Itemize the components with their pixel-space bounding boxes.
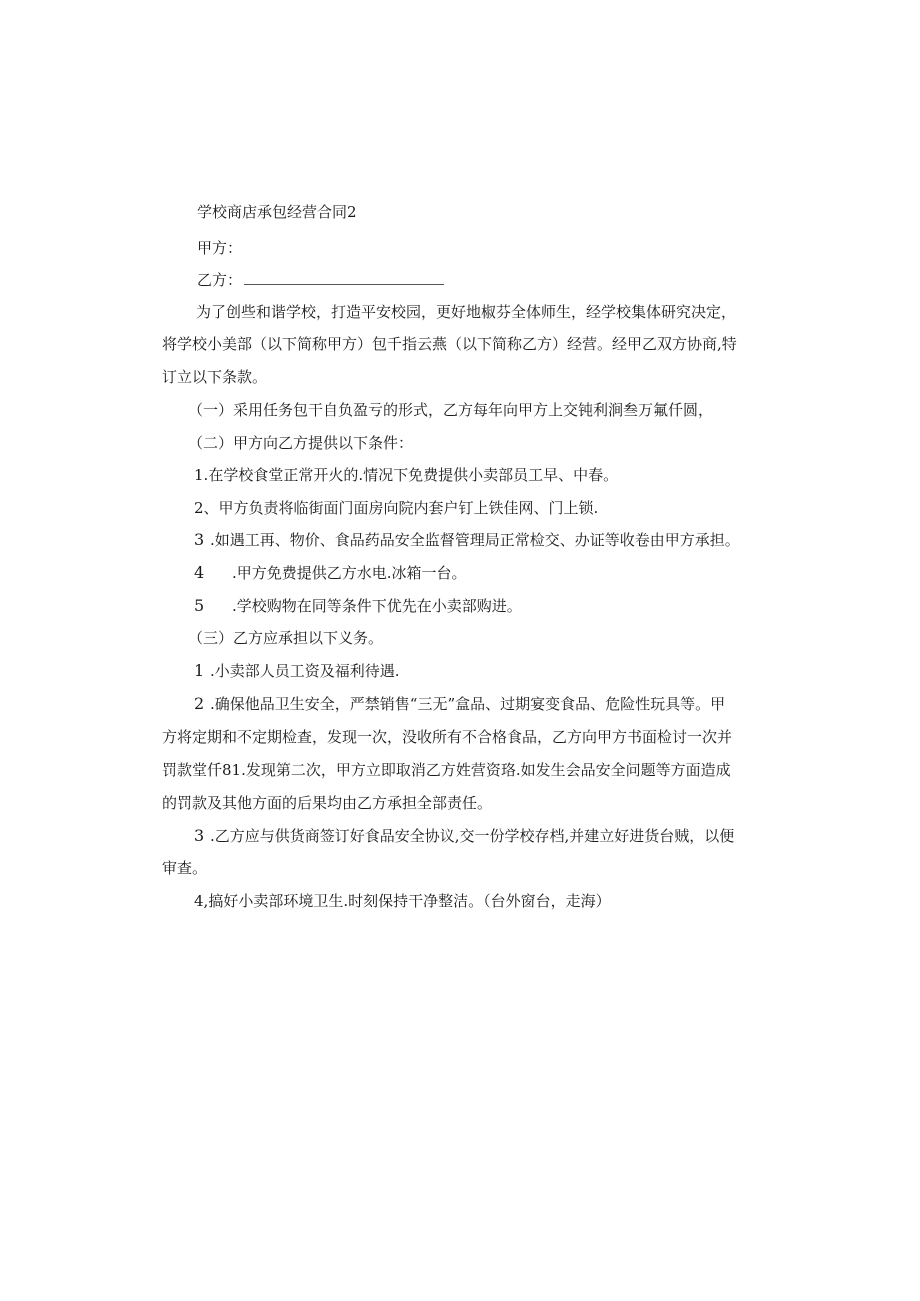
party-a-line: [197, 238, 242, 258]
party-b-line: [197, 270, 444, 290]
item-text: .乙方应与供货商签订好食品安全协议,交一份学校存档,并建立好进货台贼，以便: [210, 827, 735, 845]
clause-3-item-2-line-2: 方将定期和不定期检查，发现一次，没收所有不合格食品，乙方向甲方书面检讨一次并: [162, 728, 733, 746]
item-number: 4,: [194, 892, 209, 910]
item-text: .甲方免费提供乙方水电.冰箱一台。: [232, 564, 467, 582]
item-number: 2: [194, 499, 204, 517]
document-title: 学校商店承包经营合同2: [197, 203, 357, 221]
clause-2-item-1: [194, 465, 618, 485]
party-b-blank: [244, 270, 444, 285]
item-text: .确保他品卫生安全，严禁销售“三无”盒品、过期宴变食品、危险性玩具等。甲: [210, 695, 726, 713]
item-number: 3: [194, 826, 205, 845]
clause-3-heading: （三）乙方应承担以下义务。: [188, 629, 384, 647]
item-number: 1: [194, 466, 204, 484]
item-text: .小卖部人员工资及福利待遇.: [210, 662, 400, 680]
item-text: .学校购物在同等条件下优先在小卖部购进。: [232, 597, 522, 615]
intro-line-1: 为了创些和谐学校，打造平安校园，更好地椒芬全体师生，经学校集体研究决定，: [196, 303, 737, 321]
clause-1: （一）采用任务包干自负盈亏的形式，乙方每年向甲方上交钝利涧叁万氟仟圆，: [188, 401, 714, 419]
clause-3-item-2-line-1: [194, 694, 725, 714]
clause-2-heading: （二）甲方向乙方提供以下条件：: [188, 434, 414, 452]
item-text: 搞好小卖部环境卫生.时刻保持干净整洁。（台外窗台，走海）: [208, 892, 611, 910]
clause-2-item-5: [194, 596, 522, 616]
party-a-label: 甲方：: [197, 239, 243, 257]
item-number: 1: [194, 661, 205, 680]
item-text: .如遇工再、物价、食品药品安全监督管理局正常检交、办证等收卷由甲方承担。: [210, 531, 740, 549]
intro-line-3: 订立以下条款。: [162, 368, 268, 386]
clause-3-item-3-line-2: 审查。: [162, 859, 208, 877]
intro-line-2: 将学校小美部（以下简称甲方）包千指云燕（以下简称乙方）经营。经甲乙双方协商,特: [162, 335, 737, 353]
clause-2-item-2: [194, 498, 598, 518]
clause-3-item-3-line-1: [194, 826, 734, 846]
item-number: 2: [194, 694, 205, 713]
clause-3-item-2-line-3: 罚款堂仟81.发现第二次，甲方立即取消乙方姓营资珞.如发生会品安全问题等方面造成: [162, 761, 731, 779]
clause-3-item-1: [194, 661, 400, 681]
item-number: 4: [194, 563, 205, 582]
clause-3-item-2-line-4: 的罚款及其他方面的后果均由乙方承担全部责任。: [162, 794, 493, 812]
item-text: 、甲方负责将临街面门面房向院内套户钉上铁佳网、门上锁.: [203, 499, 599, 517]
clause-2-item-3: [194, 530, 740, 550]
party-b-label: 乙方：: [197, 271, 243, 289]
clause-2-item-4: [194, 563, 467, 583]
clause-3-item-4: [194, 891, 611, 911]
item-text: .在学校食堂正常开火的.情况下免费提供小卖部员工早、中春。: [203, 466, 619, 484]
item-number: 5: [194, 596, 205, 615]
item-number: 3: [194, 530, 205, 549]
